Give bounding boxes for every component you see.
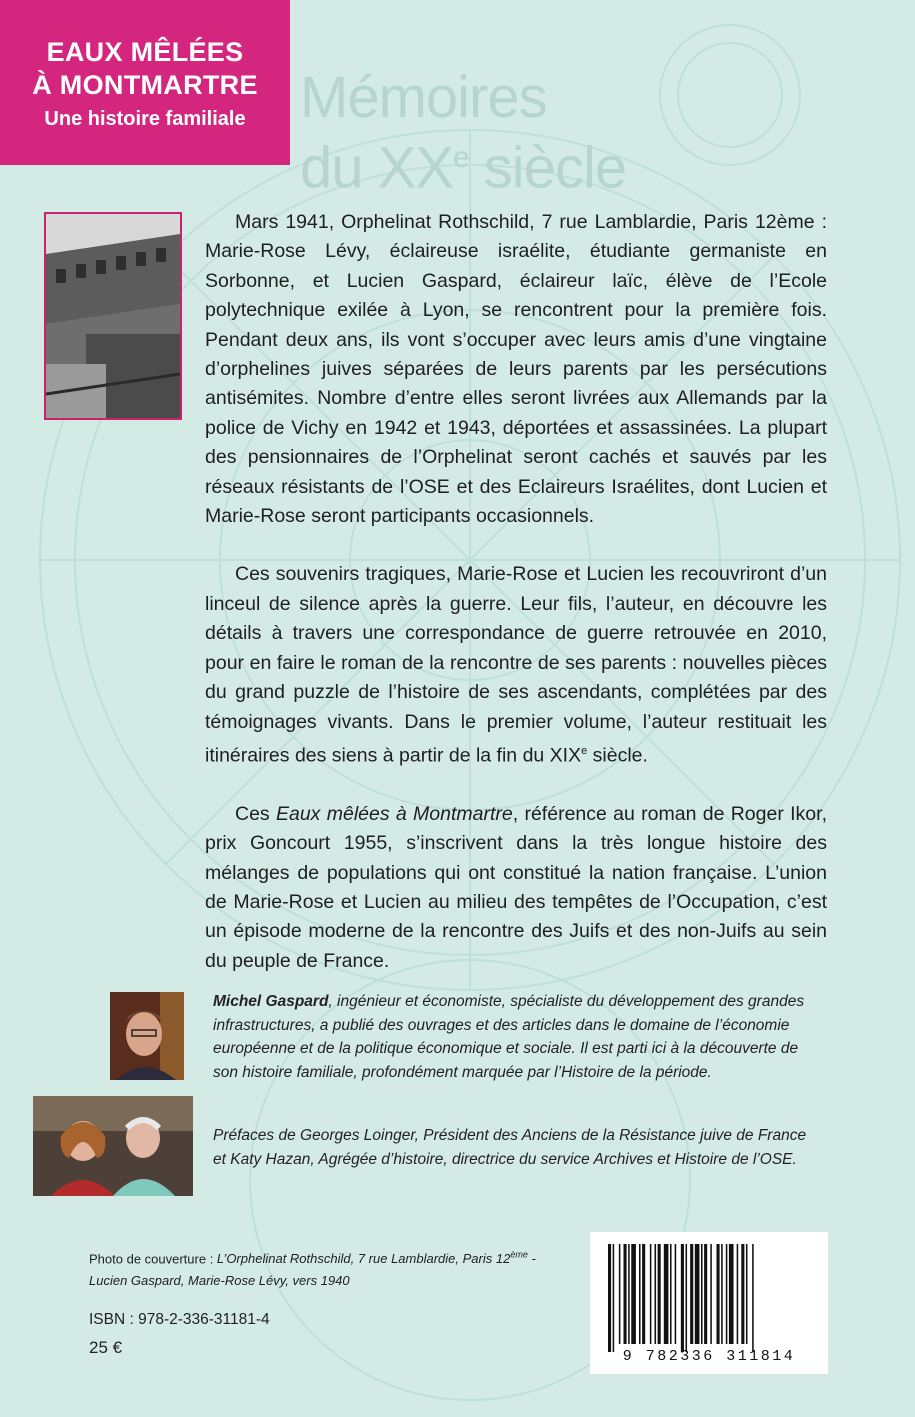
barcode-bar bbox=[675, 1244, 677, 1344]
barcode-bar bbox=[664, 1244, 669, 1344]
barcode-bar bbox=[737, 1244, 739, 1344]
barcode-bar bbox=[710, 1244, 712, 1344]
photo-credit-label: Photo de couverture : bbox=[89, 1251, 217, 1267]
series-prefix: du XX bbox=[300, 135, 453, 201]
photo-credit-dash: - bbox=[527, 1251, 536, 1267]
paragraph-2 bbox=[205, 560, 827, 770]
author-photo bbox=[110, 992, 184, 1080]
back-cover-text bbox=[205, 208, 827, 976]
barcode-bar bbox=[608, 1244, 611, 1352]
book-title-line-2: À MONTMARTRE bbox=[32, 70, 258, 100]
barcode-bar bbox=[726, 1244, 728, 1344]
series-sup: e bbox=[453, 141, 469, 174]
barcode-bar bbox=[655, 1244, 657, 1344]
barcode-bar bbox=[746, 1244, 748, 1344]
barcode-digits: 9 782336 311814 bbox=[622, 1348, 796, 1365]
barcode-bar bbox=[619, 1244, 621, 1344]
paragraph-3-start: Ces bbox=[235, 802, 276, 825]
photo-credit-line-1 bbox=[89, 1244, 569, 1270]
barcode-bar bbox=[717, 1244, 720, 1344]
isbn: ISBN : 978-2-336-31181-4 bbox=[89, 1311, 270, 1328]
photo-credit-sup: ème bbox=[510, 1250, 528, 1260]
barcode-bar bbox=[639, 1244, 641, 1344]
photo-credit-names: Lucien Gaspard, Marie-Rose Lévy, vers 1940 bbox=[89, 1273, 350, 1289]
barcode-bar bbox=[729, 1244, 734, 1344]
barcode-bar bbox=[690, 1244, 693, 1344]
barcode-bar bbox=[642, 1244, 645, 1344]
barcode-bar bbox=[624, 1244, 627, 1344]
barcode-bar bbox=[752, 1244, 754, 1352]
barcode-bar bbox=[686, 1244, 688, 1352]
couple-photo bbox=[33, 1096, 193, 1196]
barcode-bar bbox=[650, 1244, 652, 1344]
title-banner bbox=[0, 0, 290, 165]
barcode-bar bbox=[631, 1244, 636, 1344]
series-title bbox=[300, 65, 740, 201]
paragraph-3-text: , référence au roman de Roger Ikor, prix Goncourt 1955, s’inscrivent dans la très longue histoire des mélanges de populations qui ont constitué la nation française. L’union de Marie-Rose et Lucien au milieu des tempêtes de l’Occupation, c’est un épisode moderne de la rencontre des Juifs et des non-Juifs au sein du peuple de France. bbox=[205, 802, 827, 972]
barcode-bar bbox=[741, 1244, 744, 1344]
barcode-bar bbox=[681, 1244, 684, 1352]
photo-credit-caption bbox=[217, 1251, 536, 1266]
paragraph-2-end: siècle. bbox=[587, 744, 648, 767]
series-suffix: siècle bbox=[468, 135, 627, 201]
photo-credit bbox=[89, 1244, 569, 1292]
series-title-line-1: Mémoires bbox=[300, 65, 547, 130]
paragraph-2-text: Ces souvenirs tragiques, Marie-Rose et Lucien les recouvriront d’un linceul de silence après la guerre. Leur fils, l’auteur, en découvre les détails à travers une correspondance de guerre retrouvée en 2010, pour en faire le roman de la rencontre de ses parents : nouvelles pièces du grand puzzle de l’histoire de ses ascendants, complétées par des témoignages vivants. Dans le premier volume, l’auteur restituait les itinéraires des siens à partir de la fin du XIX bbox=[205, 563, 827, 767]
paragraph-3 bbox=[205, 800, 827, 976]
paragraph-3-italic-title: Eaux mêlées à Montmartre bbox=[275, 802, 513, 825]
orphanage-photo bbox=[44, 212, 182, 420]
author-bio-text: , ingénieur et économiste, spécialiste du développement des grandes infrastructures, a publié des ouvrages et des articles dans le domaine de l’économie européenne et de la politique économique et sociale. Il est parti ici à la découverte de son histoire familiale, profondément marquée par l’Histoire de la période. bbox=[213, 993, 805, 1081]
paragraph-1: Mars 1941, Orphelinat Rothschild, 7 rue Lamblardie, Paris 12ème : Marie-Rose Lévy, éclaireuse israélite, étudiante germaniste en Sorbonne, et Lucien Gaspard, éclaireur laïc, élève de l’Ecole polytechnique exilée à Lyon, se rencontrent pour la première fois. Pendant deux ans, ils vont s’occuper avec leurs amis d’une vingtaine d’orphelines juives séparées de leurs parents par les persécutions antisémites. Nombre d’entre elles seront livrées aux Allemands par la police de Vichy en 1942 et 1943, déportées et assassinées. La plupart des pensionnaires de l’Orphelinat seront cachés et sauvés par les réseaux résistants de l’OSE et des Eclaireurs Israélites, dont Lucien et Marie-Rose seront participants occasionnels. bbox=[205, 211, 827, 528]
barcode-bar bbox=[670, 1244, 672, 1344]
author-bio bbox=[213, 990, 825, 1084]
preface-line-2: et Katy Hazan, Agrégée d’histoire, directrice du service Archives et Histoire de l’OSE. bbox=[213, 1150, 797, 1168]
author-name: Michel Gaspard bbox=[213, 993, 329, 1010]
price: 25 € bbox=[89, 1338, 123, 1357]
series-title-line-2 bbox=[300, 128, 740, 201]
barcode-bar bbox=[721, 1244, 723, 1344]
book-title-line-1: EAUX MÊLÉES bbox=[46, 37, 244, 67]
barcode-bar bbox=[695, 1244, 700, 1344]
barcode-bar bbox=[658, 1244, 661, 1344]
barcode-bar bbox=[701, 1244, 703, 1344]
paragraph-2-sup: e bbox=[581, 744, 588, 757]
barcode-bar bbox=[704, 1244, 707, 1344]
barcode-bar bbox=[613, 1244, 615, 1352]
barcode-bar bbox=[628, 1244, 630, 1344]
prefaces bbox=[213, 1124, 825, 1171]
book-subtitle: Une histoire familiale bbox=[44, 108, 246, 130]
photo-credit-caption-text: L’Orphelinat Rothschild, 7 rue Lamblardie, Paris 12 bbox=[216, 1251, 511, 1267]
preface-line-1: Préfaces de Georges Loinger, Président des Anciens de la Résistance juive de France bbox=[213, 1127, 807, 1144]
photo-credit-line-2 bbox=[89, 1270, 569, 1292]
